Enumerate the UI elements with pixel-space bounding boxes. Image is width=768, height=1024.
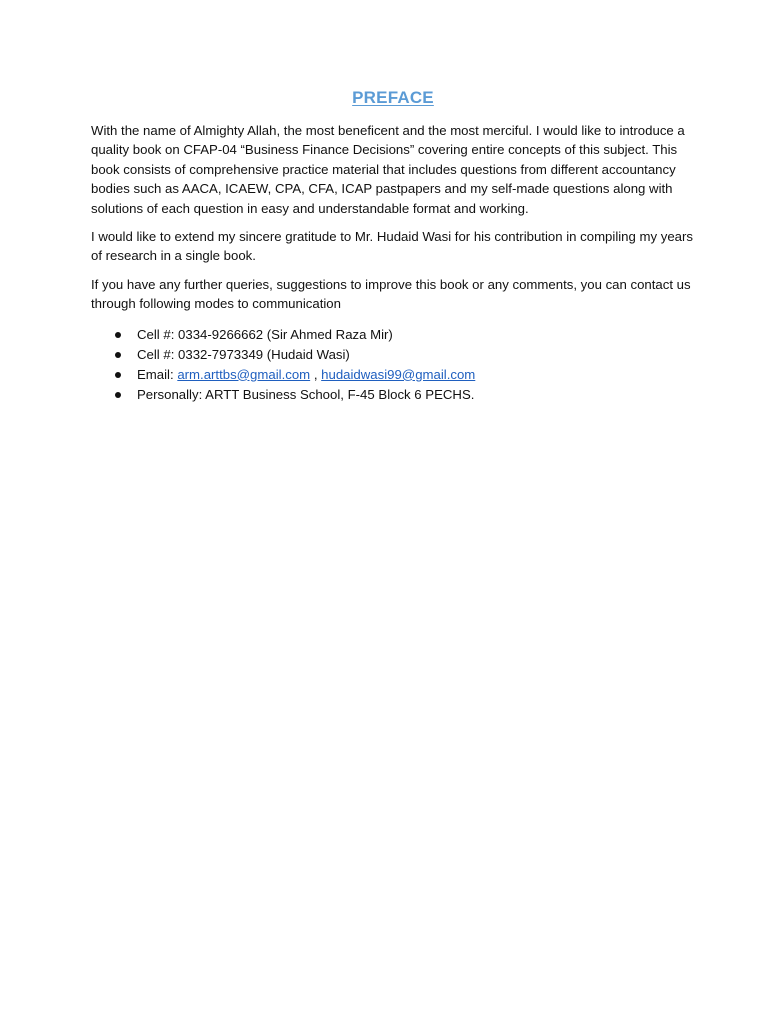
email-link-2[interactable]: hudaidwasi99@gmail.com (321, 366, 476, 382)
intro-paragraph: With the name of Almighty Allah, the most beneficent and the most merciful. I would like to introduce a quality book on CFAP-04 “Business Finance Decisions” covering entire concepts of this subject. This book consists of comprehensive practice material that includes questions from different accountancy bodies such as AACA, ICAEW, CPA, CFA, ICAP pastpapers and my self-made questions along with solutions of each question in easy and understandable format and working. (91, 123, 685, 216)
page-title: PREFACE (352, 88, 434, 107)
contact-item-cell-1 (91, 325, 701, 345)
bullet-icon (115, 332, 121, 338)
email-link-1[interactable]: arm.arttbs@gmail.com (177, 366, 311, 382)
address-text: Personally: ARTT Business School, F-45 Block 6 PECHS. (137, 386, 475, 402)
cell-1-text: Cell #: 0334-9266662 (Sir Ahmed Raza Mir) (137, 326, 393, 342)
bullet-icon (115, 392, 121, 398)
contact-paragraph: If you have any further queries, suggestions to improve this book or any comments, you can contact us through following modes to communication (91, 276, 691, 312)
contact-list (91, 325, 701, 405)
email-separator: , (310, 366, 322, 382)
bullet-icon (115, 372, 121, 378)
contact-item-address (91, 385, 701, 405)
cell-2-text: Cell #: 0332-7973349 (Hudaid Wasi) (137, 346, 350, 362)
contact-item-cell-2 (91, 345, 701, 365)
contact-item-email (91, 365, 701, 385)
preface-body (91, 121, 701, 405)
gratitude-paragraph: I would like to extend my sincere gratitude to Mr. Hudaid Wasi for his contribution in compiling my years of research in a single book. (91, 229, 694, 264)
email-label: Email: (137, 366, 178, 382)
bullet-icon (115, 352, 121, 358)
